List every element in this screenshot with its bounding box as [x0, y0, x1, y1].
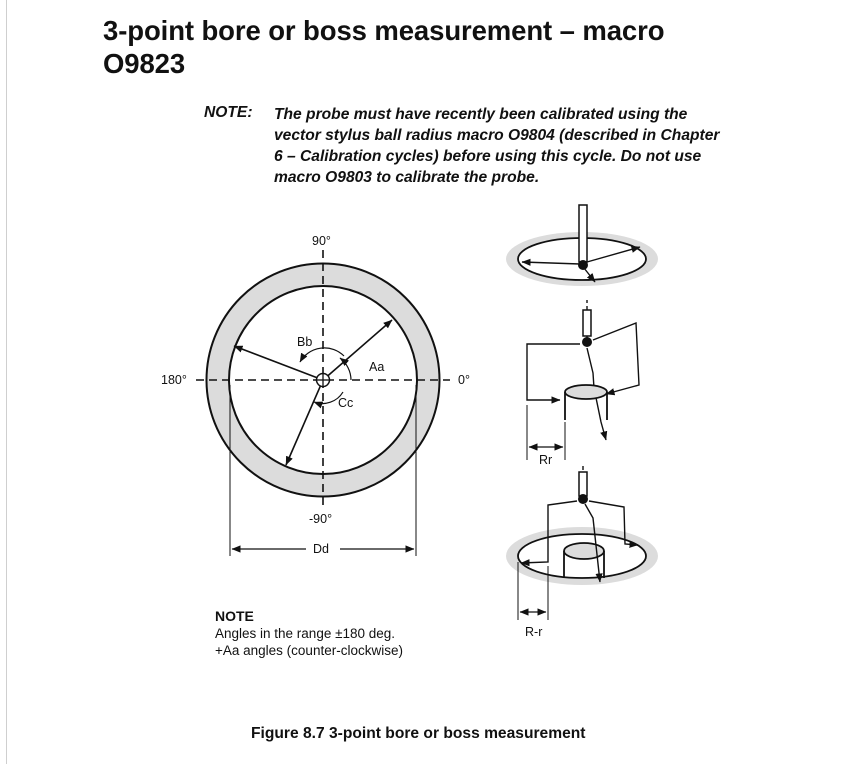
- label-0-deg: 0°: [458, 373, 470, 387]
- label-r-minus-r: R-r: [525, 625, 543, 639]
- boss-view-middle: [527, 300, 639, 467]
- note-line: macro O9803 to calibrate the probe.: [274, 169, 540, 186]
- stylus: [583, 310, 591, 336]
- note-line: 6 – Calibration cycles) before using this cycle. Do not use: [274, 148, 702, 165]
- label-rr: Rr: [539, 453, 553, 467]
- angle-note: [215, 608, 403, 659]
- note-line: vector stylus ball radius macro O9804 (described in Chapter: [274, 127, 720, 144]
- angle-note-line-2: +Aa angles (counter-clockwise): [215, 643, 403, 658]
- stylus: [579, 472, 587, 496]
- angle-note-heading: NOTE: [215, 608, 254, 624]
- angle-note-line-1: Angles in the range ±180 deg.: [215, 626, 396, 641]
- note-label: NOTE:: [204, 104, 253, 121]
- title-line-1: 3-point bore or boss measurement – macro: [103, 15, 665, 46]
- stylus-ball: [578, 494, 588, 504]
- bore-diagram: [161, 234, 470, 556]
- stylus-ball: [578, 260, 588, 270]
- label-aa: Aa: [369, 360, 385, 374]
- note-line: The probe must have recently been calibrated using the: [274, 106, 688, 123]
- figure-caption: Figure 8.7 3-point bore or boss measurement: [251, 725, 586, 742]
- label-90-deg: 90°: [312, 234, 331, 248]
- label-dd: Dd: [313, 542, 329, 556]
- stylus-ball: [582, 337, 592, 347]
- title-line-2: O9823: [103, 48, 186, 79]
- label-cc: Cc: [338, 396, 354, 410]
- stylus: [579, 205, 587, 262]
- label-180-deg: 180°: [161, 373, 187, 387]
- label-minus-90-deg: -90°: [309, 512, 333, 526]
- label-bb: Bb: [297, 335, 313, 349]
- boss-in-bore-view-bottom: [506, 465, 658, 639]
- bore-view-top: [506, 205, 658, 286]
